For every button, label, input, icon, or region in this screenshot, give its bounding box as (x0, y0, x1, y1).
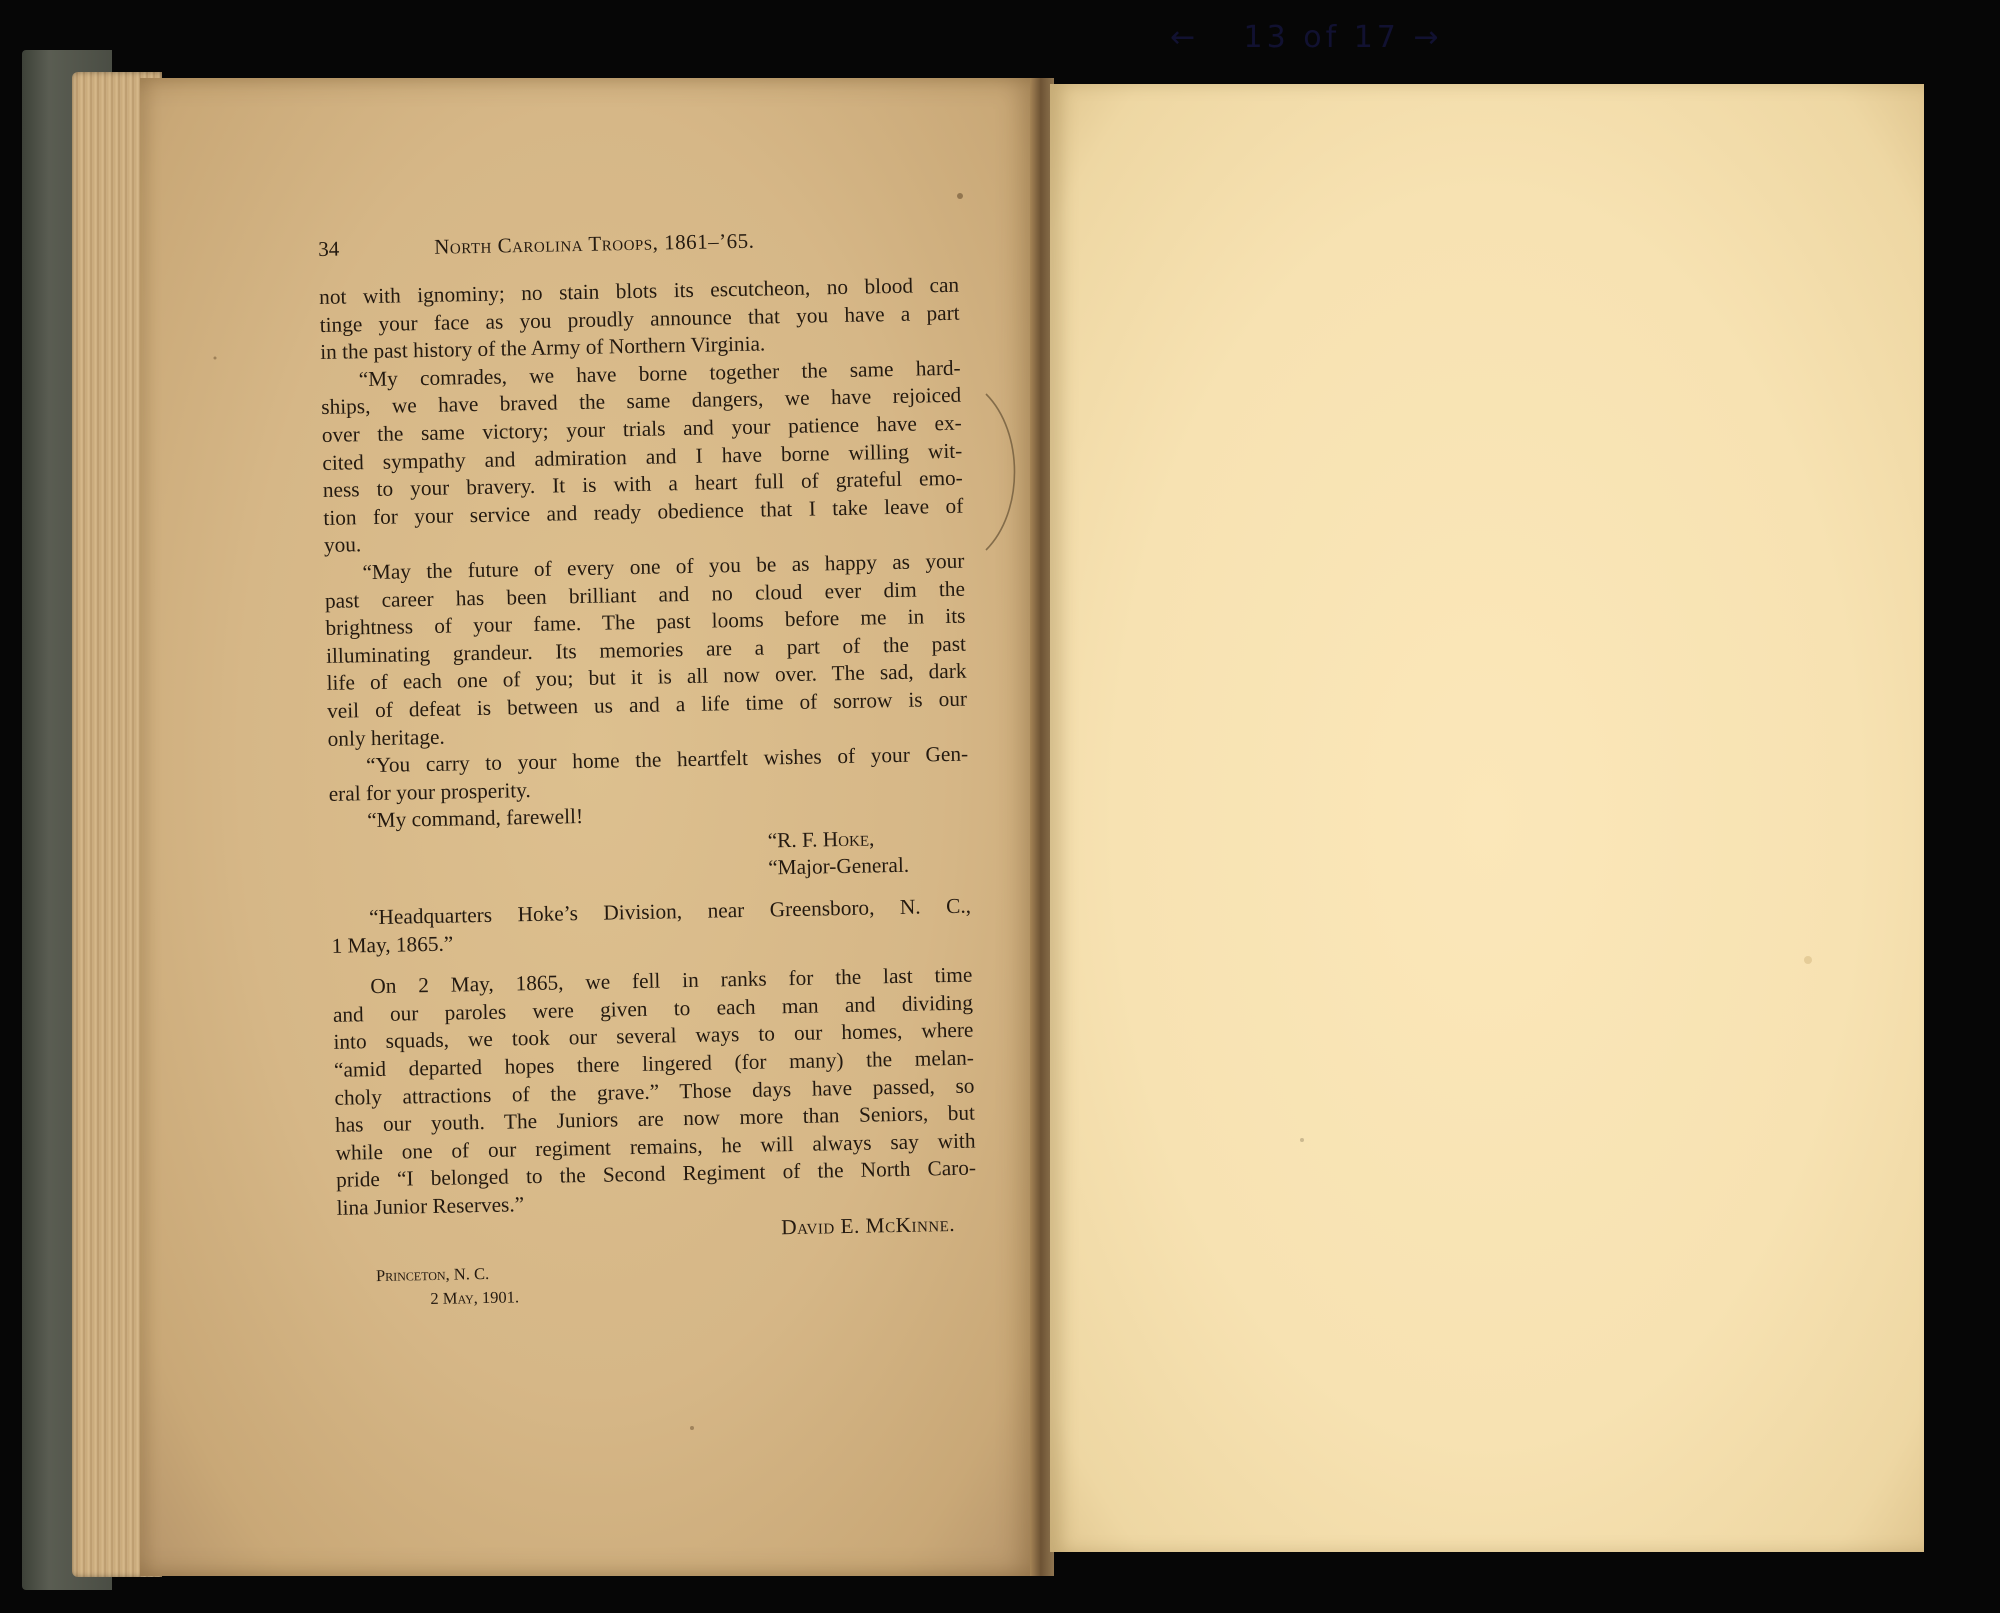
text-line: tinge your face as you proudly announce that you have a part (319, 300, 960, 337)
text-line: “My command, farewell! (366, 804, 584, 833)
text-line: life of each one of you; but it is all now over. The sad, dark (326, 658, 967, 696)
text-line: veil of defeat is between us and a life time of sorrow is our (326, 686, 968, 723)
text-line: cited sympathy and admiration and I have borne willing wit- (322, 438, 963, 475)
text-line: into squads, we took our several ways to our homes, where (333, 1018, 974, 1055)
pencil-bracket-mark (984, 392, 1024, 552)
text-line: “You carry to your home the heartfelt wishes of your Gen- (365, 741, 969, 778)
text-line: ships, we have braved the same dangers, we have rejoiced (321, 383, 962, 420)
closing-paragraph (332, 962, 977, 1223)
text-line: and our paroles were given to each man and dividing (332, 990, 974, 1027)
text-line: brightness of your fame. The past looms before me in its (325, 603, 966, 641)
text-line: “amid departed hopes there lingered (for many) the melan- (333, 1045, 975, 1082)
scan-header-mark (1170, 20, 1530, 60)
scan-header-text: 13 of 17 (1243, 20, 1400, 55)
text-line: only heritage. (327, 724, 445, 751)
text-line: while one of our regiment remains, he will always say with (335, 1128, 976, 1165)
text-line: ness to your bravery. It is with a heart full of grateful emo- (322, 465, 963, 503)
right-page-blank (1050, 84, 1924, 1552)
text-line: in the past history of the Army of Northern Virginia. (320, 331, 766, 365)
arrow-right-icon: → (1413, 20, 1443, 55)
text-line: lina Junior Reserves.” (336, 1192, 525, 1220)
text-line: over the same victory; your trials and your patience have ex- (321, 410, 962, 447)
letter-body (319, 272, 969, 836)
page-number: 34 (318, 236, 340, 261)
place-line: Princeton, N. C. (375, 1263, 490, 1285)
text-line: 1 May, 1865.” (331, 931, 454, 958)
text-line: has our youth. The Juniors are now more than Seniors, but (334, 1100, 976, 1138)
text-line: On 2 May, 1865, we fell in ranks for the last time (370, 962, 973, 999)
signature-name: “R. F. Hoke, (767, 826, 875, 853)
text-line: “Headquarters Hoke’s Division, near Greensboro, N. C., (368, 893, 972, 930)
text-line: “My comrades, we have borne together the same hard- (358, 355, 961, 392)
text-line: tion for your service and ready obedience that I take leave of (323, 493, 964, 530)
running-title: North Carolina Troops, 1861–’65. (433, 228, 755, 259)
author-signature: David E. McKinne. (780, 1211, 956, 1239)
date-line: 2 May, 1901. (430, 1286, 520, 1308)
signature-rank: “Major-General. (767, 853, 910, 880)
text-line: past career has been brilliant and no cloud ever dim the (324, 576, 966, 613)
text-line: you. (323, 532, 362, 558)
text-line: eral for your prosperity. (328, 777, 531, 806)
text-line: not with ignominy; no stain blots its escutcheon, no blood can (318, 272, 960, 309)
text-line: choly attractions of the grave.” Those days have passed, so (334, 1073, 975, 1110)
text-line: illuminating grandeur. Its memories are a part of the past (325, 631, 967, 668)
text-line: pride “I belonged to the Second Regiment of the North Caro- (335, 1155, 977, 1193)
text-line: “May the future of every one of you be as happy as your (362, 548, 965, 585)
left-page-text (318, 224, 979, 1311)
arrow-left-icon: ← (1170, 20, 1200, 55)
